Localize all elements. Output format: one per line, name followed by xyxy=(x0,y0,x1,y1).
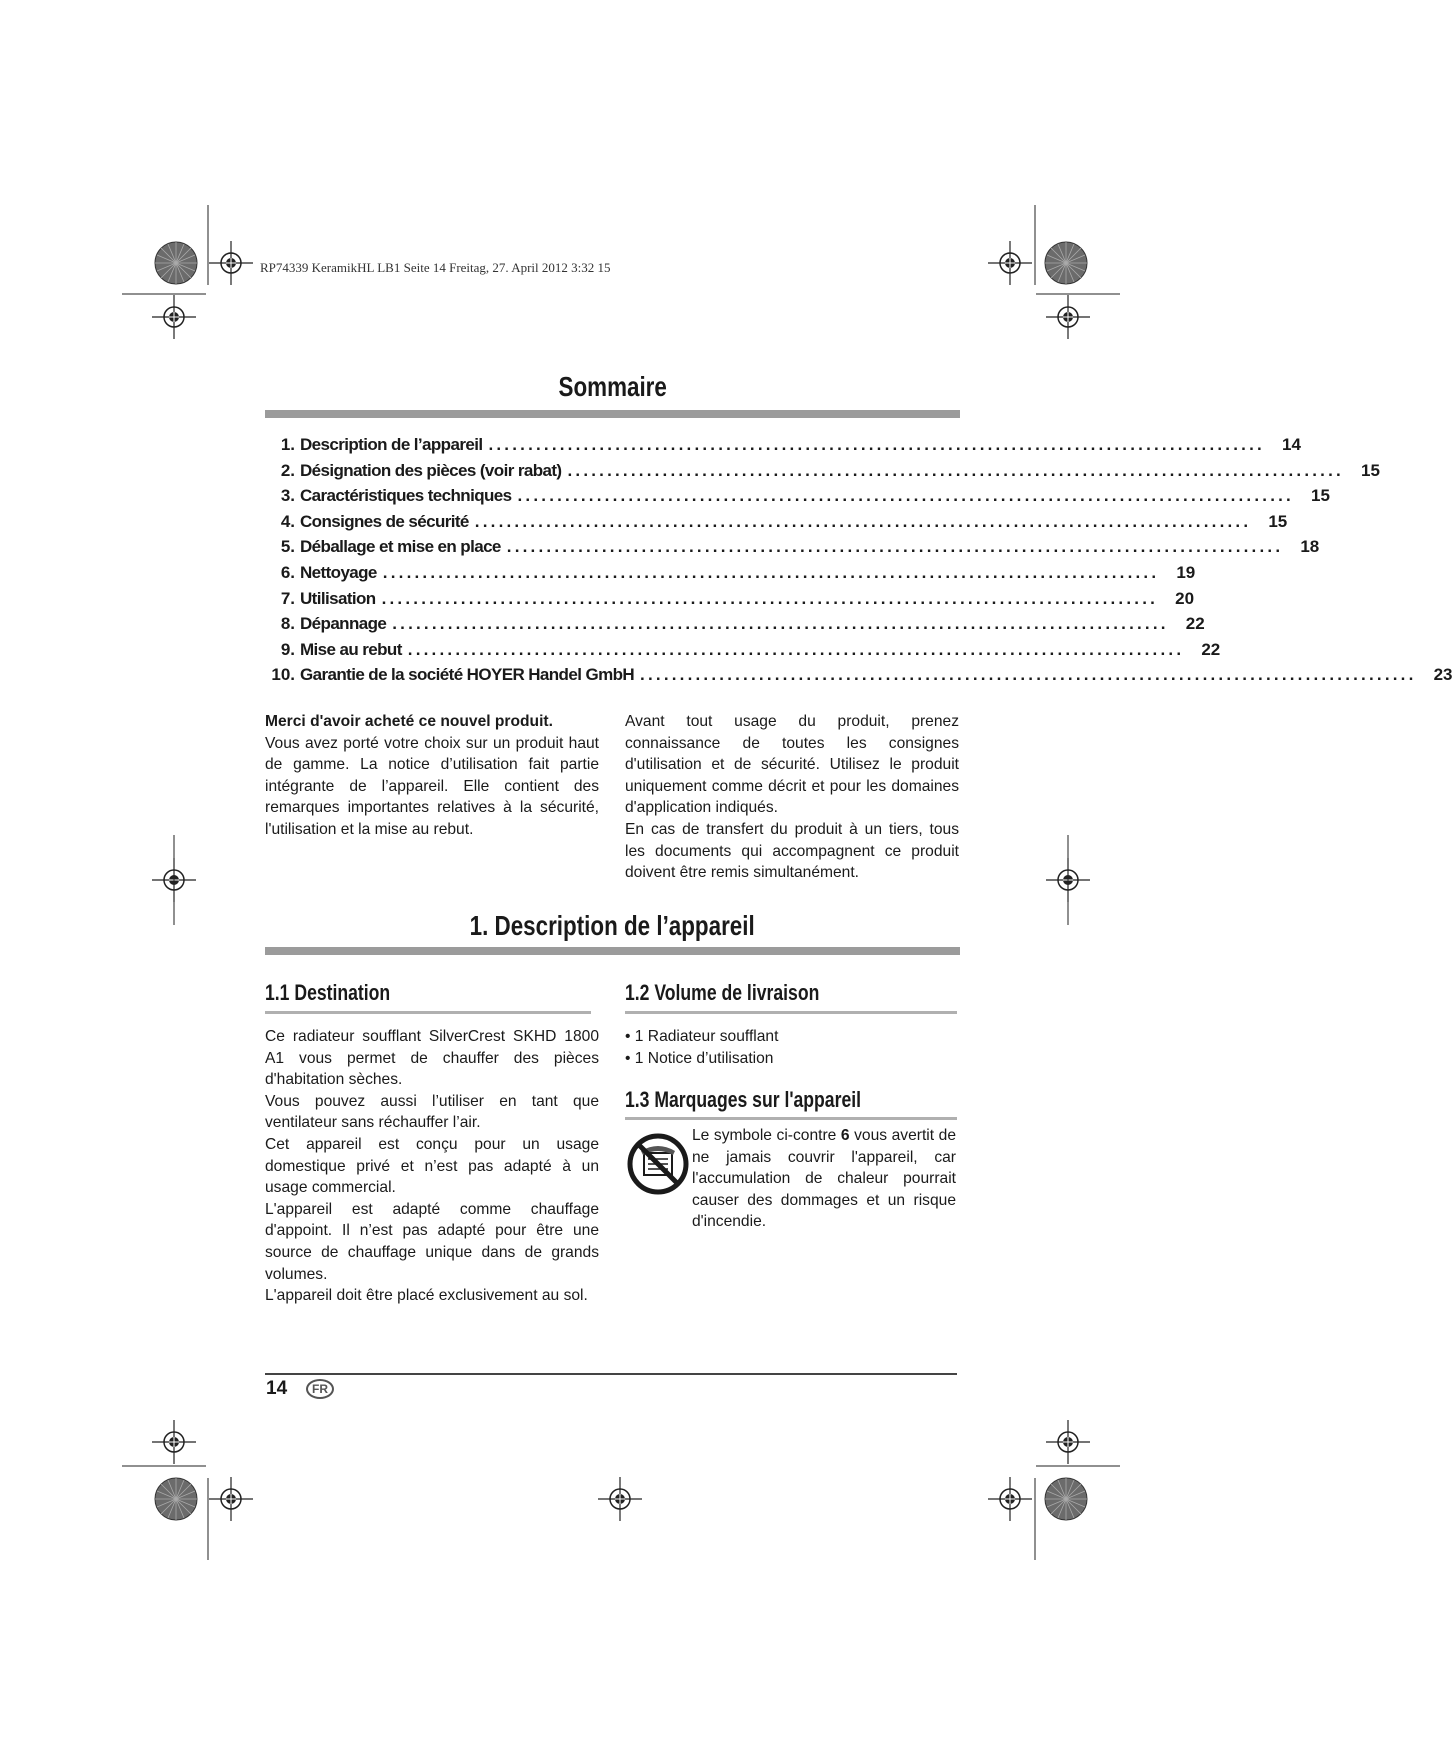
toc-leader: .................................................................................................. xyxy=(392,614,1169,634)
list-item: • 1 Notice d’utilisation xyxy=(625,1048,959,1070)
crosshair-bottom-center xyxy=(598,1477,642,1521)
toc-entry-page: 23 xyxy=(1433,665,1453,685)
page-title-text: Sommaire xyxy=(558,371,667,402)
delivery-list xyxy=(625,1026,959,1069)
footer-rule xyxy=(265,1373,957,1375)
markings-rule xyxy=(625,1117,957,1120)
toc-leader: .................................................................................................. xyxy=(407,639,1185,659)
toc-leader: .................................................................................................. xyxy=(640,665,1417,685)
crosshair-lower-left xyxy=(152,1420,196,1464)
toc-entry-page: 22 xyxy=(1185,614,1205,634)
page-title xyxy=(265,371,960,403)
toc-entry-label: Caractéristiques techniques xyxy=(300,486,512,506)
part-reference: 6 xyxy=(840,1127,850,1144)
toc-entry[interactable]: 8. Dépannage .................................................................................................. 22 xyxy=(265,611,960,637)
toc-leader: .................................................................................................. xyxy=(567,460,1344,480)
intro-right-p2: En cas de transfert du produit à un tiers, tous les documents qui accompagnent ce produit doivent être remis simultanément. xyxy=(625,820,959,882)
section-title xyxy=(265,910,960,942)
markings-heading: 1.3 Marquages sur l'appareil xyxy=(625,1087,862,1112)
delivery-rule xyxy=(625,1011,957,1014)
toc-entry[interactable]: 3. Caractéristiques techniques .................................................................................................. 15 xyxy=(265,483,960,509)
intro-thanks: Merci d'avoir acheté ce nouvel produit. xyxy=(265,713,553,730)
toc-leader: .................................................................................................. xyxy=(517,486,1294,506)
destination-p1: Ce radiateur soufflant SilverCrest SKHD 1800 A1 vous permet de chauffer des pièces d'habitation sèches. xyxy=(265,1028,599,1089)
crosshair-lower-right xyxy=(1046,1420,1090,1464)
toc-entry-page: 19 xyxy=(1176,562,1196,582)
toc-leader: .................................................................................................. xyxy=(506,537,1284,557)
table-of-contents xyxy=(265,432,1453,688)
crosshair-upper-left xyxy=(152,295,196,339)
list-item: • 1 Radiateur soufflant xyxy=(625,1026,959,1048)
toc-leader: .................................................................................................. xyxy=(381,588,1159,608)
destination-p2: Vous pouvez aussi l’utiliser en tant que ventilateur sans réchauffer l’air. xyxy=(265,1092,599,1132)
toc-leader: .................................................................................................. xyxy=(382,562,1160,582)
toc-entry[interactable]: 1. Description de l’appareil .................................................................................................. 14 xyxy=(265,432,960,458)
crosshair-bottom-right xyxy=(988,1477,1032,1521)
crosshair-bottom-left xyxy=(209,1477,253,1521)
markings-text: Le symbole ci-contre 6 vous avertit de ne jamais couvrir l'appareil, car l'accumulation de chaleur pourrait causer des dommages et un risque d'incendie. xyxy=(692,1127,957,1231)
toc-entry[interactable]: 10. Garantie de la société HOYER Handel GmbH .................................................................................................. 23 xyxy=(265,662,960,688)
crosshair-top-right xyxy=(988,241,1032,285)
toc-entry-page: 14 xyxy=(1282,435,1301,454)
toc-entry-label: Mise au rebut xyxy=(300,639,402,659)
intro-right-p1: Avant tout usage du produit, prenez connaissance de toutes les consignes d'utilisation et de sécurité. Utilisez le produit uniquement comme décrit et pour les domaines d'application indiqués. xyxy=(625,713,959,817)
toc-entry-page: 22 xyxy=(1201,639,1221,659)
toc-entry[interactable]: 2. Désignation des pièces (voir rabat) .................................................................................................. 15 xyxy=(265,458,960,484)
toc-entry-page: 20 xyxy=(1175,588,1195,608)
toc-entry-label: Dépannage xyxy=(300,614,387,634)
page-number: 14 xyxy=(266,1378,288,1399)
title-rule xyxy=(265,410,960,418)
toc-entry[interactable]: 9. Mise au rebut .................................................................................................. 22 xyxy=(265,637,960,663)
star-target-bottom-left xyxy=(155,1478,197,1520)
toc-leader: .................................................................................................. xyxy=(474,511,1252,531)
destination-p4: L'appareil est adapté comme chauffage d'appoint. Il n’est pas adapté pour être une source de chauffage unique dans de grands volumes. xyxy=(265,1200,599,1283)
toc-entry-label: Garantie de la société HOYER Handel GmbH xyxy=(300,665,635,685)
toc-entry-page: 15 xyxy=(1311,486,1330,506)
language-badge: FR xyxy=(306,1379,334,1399)
destination-p3: Cet appareil est conçu pour un usage domestique privé et n’est pas adapté à un usage commercial. xyxy=(265,1135,599,1197)
toc-entry[interactable]: 4. Consignes de sécurité .................................................................................................. 15 xyxy=(265,509,960,535)
delivery-heading: 1.2 Volume de livraison xyxy=(625,980,820,1005)
destination-p5: L'appareil doit être placé exclusivement au sol. xyxy=(265,1287,588,1305)
crosshair-upper-right xyxy=(1046,295,1090,339)
toc-entry-label: Description de l’appareil xyxy=(300,435,483,454)
destination-heading: 1.1 Destination xyxy=(265,980,391,1005)
toc-leader: .................................................................................................. xyxy=(488,435,1265,454)
toc-entry-page: 15 xyxy=(1361,460,1380,480)
crosshair-top-left xyxy=(209,241,253,285)
toc-entry-label: Déballage et mise en place xyxy=(300,537,501,557)
section-title-text: 1. Description de l’appareil xyxy=(469,910,756,941)
star-target-bottom-right xyxy=(1045,1478,1087,1520)
toc-entry-label: Désignation des pièces (voir rabat) xyxy=(300,460,562,480)
toc-entry-label: Nettoyage xyxy=(300,562,377,582)
toc-entry-page: 15 xyxy=(1268,511,1288,531)
toc-entry-label: Utilisation xyxy=(300,588,376,608)
intro-right-column xyxy=(625,711,959,884)
destination-rule xyxy=(265,1011,591,1014)
toc-entry[interactable]: 6. Nettoyage .................................................................................................. 19 xyxy=(265,560,960,586)
star-target-top-right xyxy=(1045,242,1087,284)
do-not-cover-icon xyxy=(627,1133,689,1195)
toc-entry[interactable]: 7. Utilisation .................................................................................................. 20 xyxy=(265,586,960,612)
toc-entry-label: Consignes de sécurité xyxy=(300,511,469,531)
intro-left-text: Vous avez porté votre choix sur un produit haut de gamme. La notice d’utilisation fait partie intégrante de l’appareil. Elle contient des remarques importantes relatives à la sécurité, l'utilisation et la mise au rebut. xyxy=(265,734,599,838)
toc-entry[interactable]: 5. Déballage et mise en place .................................................................................................. 18 xyxy=(265,534,960,560)
section-rule xyxy=(265,947,960,955)
star-target-top-left xyxy=(155,242,197,284)
intro-left-column xyxy=(265,711,599,841)
toc-entry-page: 18 xyxy=(1300,537,1320,557)
destination-text xyxy=(265,1026,599,1307)
printer-slug-line: RP74339 KeramikHL LB1 Seite 14 Freitag, 27. April 2012 3:32 15 xyxy=(260,260,611,275)
